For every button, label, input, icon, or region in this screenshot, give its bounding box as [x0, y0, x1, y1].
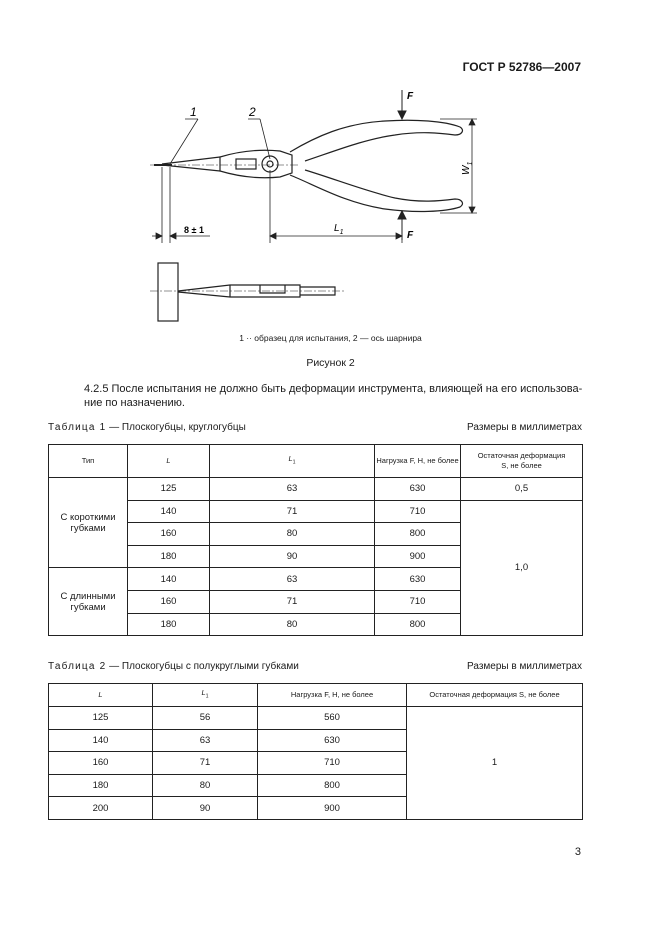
- table-cell: 200: [49, 797, 153, 820]
- pliers-lower-handle: [290, 170, 462, 211]
- table-cell: 180: [49, 774, 153, 797]
- table-cell: 800: [258, 774, 407, 797]
- table1-merged-deformation: 1,0: [461, 500, 583, 636]
- pliers-test-figure: [140, 85, 500, 340]
- table1: [48, 444, 583, 636]
- table-cell: 710: [258, 752, 407, 775]
- table1-title: — Плоскогубцы, круглогубцы: [106, 422, 246, 433]
- figure-caption: 1 ·· образец для испытания, 2 — ось шарнира: [239, 333, 422, 343]
- table-cell: 800: [375, 613, 461, 636]
- table-cell: 140: [128, 568, 210, 591]
- table1-header-type: Тип: [49, 445, 128, 478]
- table2-title: — Плоскогубцы с полукруглыми губками: [106, 661, 299, 672]
- table1-units: Размеры в миллиметрах: [467, 422, 582, 433]
- table1-header-deformation: Остаточная деформация S, не более: [461, 445, 583, 478]
- pliers-joint-slot: [236, 159, 256, 169]
- table-row: [49, 500, 583, 523]
- table-cell: 140: [128, 500, 210, 523]
- paragraph-line-1: 4.2.5 После испытания не должно быть деформации инструмента, влияющей на его использова-: [84, 383, 583, 395]
- table1-header-l: L: [128, 445, 210, 478]
- table-cell: 71: [210, 590, 375, 613]
- force-label-bottom: F: [407, 230, 414, 241]
- dimension-w-label: W: [461, 165, 472, 175]
- table2-header-l1: $L_1$: [153, 684, 258, 707]
- table1-header-l1: $L_1$: [210, 445, 375, 478]
- table-cell: 160: [49, 752, 153, 775]
- document-header-code: ГОСТ Р 52786—2007: [462, 60, 581, 74]
- dimension-l-sub: 1: [339, 229, 344, 236]
- dimension-l-label: L: [334, 223, 340, 234]
- svg-text:L1: [334, 223, 344, 236]
- dimension-w-sub: 1: [467, 161, 474, 166]
- table-cell: 560: [258, 707, 407, 730]
- table-cell: 71: [153, 752, 258, 775]
- table2-units: Размеры в миллиметрах: [467, 661, 582, 672]
- table2-caption: [48, 661, 582, 672]
- table-cell: 710: [375, 590, 461, 613]
- force-label-top: F: [407, 91, 414, 102]
- table-cell: 80: [210, 613, 375, 636]
- table2-header-load: Нагрузка F, Н, не более: [258, 684, 407, 707]
- pliers-upper-handle: [290, 120, 462, 161]
- table-cell: 90: [153, 797, 258, 820]
- table-cell: 630: [375, 568, 461, 591]
- table1-caption: [48, 422, 582, 433]
- table-cell: 140: [49, 729, 153, 752]
- figure-label-1: 1: [190, 105, 197, 119]
- table-cell: 630: [375, 478, 461, 501]
- table2-label: Таблица 2: [48, 661, 107, 672]
- table-cell: 125: [128, 478, 210, 501]
- table-row: [49, 478, 583, 501]
- table1-group-long: С длинными губками: [49, 568, 128, 636]
- test-holder-block: [158, 263, 178, 321]
- table1-header-row: [49, 445, 583, 478]
- dimension-offset: 8 ± 1: [184, 225, 204, 235]
- table-cell: 71: [210, 500, 375, 523]
- table-cell: 900: [258, 797, 407, 820]
- table-cell: 180: [128, 613, 210, 636]
- table-cell: 630: [258, 729, 407, 752]
- page-number: 3: [574, 846, 581, 858]
- table-cell: 900: [375, 545, 461, 568]
- table-cell: 63: [210, 568, 375, 591]
- table-cell: 63: [153, 729, 258, 752]
- table-cell: 800: [375, 523, 461, 546]
- table-cell: 710: [375, 500, 461, 523]
- figure-title: Рисунок 2: [306, 357, 355, 369]
- table1-header-load: Нагрузка F, Н, не более: [375, 445, 461, 478]
- table-cell: 63: [210, 478, 375, 501]
- table2-merged-deformation: 1: [407, 707, 583, 820]
- table-cell: 0,5: [461, 478, 583, 501]
- table1-label: Таблица 1: [48, 422, 107, 433]
- table-cell: 180: [128, 545, 210, 568]
- table-cell: 80: [210, 523, 375, 546]
- table-cell: 56: [153, 707, 258, 730]
- paragraph-line-2: ние по назначению.: [84, 397, 185, 409]
- table1-group-short: С короткими губками: [49, 478, 128, 568]
- table-cell: 90: [210, 545, 375, 568]
- table-row: [49, 707, 583, 730]
- table-cell: 160: [128, 590, 210, 613]
- table2: [48, 683, 583, 820]
- table-cell: 80: [153, 774, 258, 797]
- figure-label-2: 2: [249, 105, 256, 119]
- table-cell: 160: [128, 523, 210, 546]
- table2-header-l: L: [49, 684, 153, 707]
- table2-header-deformation: Остаточная деформация S, не более: [407, 684, 583, 707]
- table-cell: 125: [49, 707, 153, 730]
- table2-header-row: [49, 684, 583, 707]
